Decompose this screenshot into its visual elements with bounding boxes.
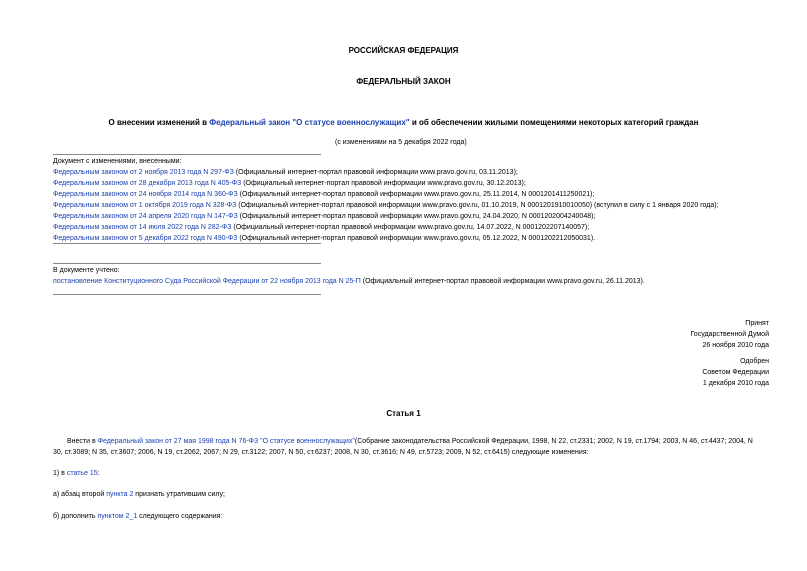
subclause-b-prefix: б) дополнить: [53, 513, 98, 520]
amendments-heading: Документ с изменениями, внесенными:: [53, 158, 182, 165]
law-title-prefix: О внесении изменений в: [108, 118, 210, 127]
approved-line: Советом Федерации: [702, 369, 769, 376]
amendment-item: [53, 180, 719, 191]
adopted-block: [690, 318, 769, 351]
clause-1-suffix: :: [97, 470, 100, 477]
amendment-item: [53, 213, 719, 224]
amendments-top-divider: [53, 154, 321, 155]
considered-item: [53, 278, 645, 289]
revision-note: (с изменениями на 5 декабря 2022 года): [335, 139, 467, 146]
country-heading: РОССИЙСКАЯ ФЕДЕРАЦИЯ: [348, 46, 459, 55]
law-title: [0, 118, 807, 127]
amendment-source: (Официальный интернет-портал правовой информации www.pravo.gov.ru, 01.10.2019, N 0001201910010050) (вступил в силу с 1 января 2020 года);: [236, 202, 719, 209]
subclause-b: [53, 513, 222, 520]
amendment-source: (Официальный интернет-портал правовой информации www.pravo.gov.ru, 25.11.2014, N 0001201411250021);: [237, 191, 595, 198]
amendment-link[interactable]: Федеральным законом от 2 ноября 2013 года N 297-ФЗ: [53, 169, 234, 176]
amendment-item: [53, 202, 719, 213]
subclause-a-suffix: признать утратившим силу;: [133, 491, 225, 498]
amendment-item: [53, 169, 719, 180]
clause-1: [53, 470, 100, 477]
amendment-link[interactable]: Федеральным законом от 5 декабря 2022 года N 490-ФЗ: [53, 235, 238, 242]
subclause-a-prefix: а) абзац второй: [53, 491, 107, 498]
amendment-item: [53, 235, 719, 246]
amendment-source: (Официальный интернет-портал правовой информации www.pravo.gov.ru, 24.04.2020, N 0001202004240048);: [237, 213, 596, 220]
amendment-link[interactable]: Федеральным законом от 24 ноября 2014 года N 360-ФЗ: [53, 191, 238, 198]
approved-line: 1 декабря 2010 года: [702, 380, 769, 387]
considered-source: (Официальный интернет-портал правовой информации www.pravo.gov.ru, 26.11.2013).: [360, 278, 645, 285]
amendment-source: (Официальный интернет-портал правовой информации www.pravo.gov.ru, 03.11.2013);: [233, 169, 518, 176]
intro-prefix: Внести в: [67, 438, 98, 445]
approved-block: [702, 356, 769, 389]
amendment-item: [53, 224, 719, 235]
adopted-line: Государственной Думой: [690, 331, 769, 338]
amendment-link[interactable]: Федеральным законом от 24 апреля 2020 года N 147-ФЗ: [53, 213, 238, 220]
point-2-link[interactable]: пункта 2: [106, 491, 134, 498]
amendment-source: (Официальный интернет-портал правовой информации www.pravo.gov.ru, 05.12.2022, N 0001202212050031).: [237, 235, 596, 242]
approved-line: Одобрен: [740, 358, 769, 365]
law-title-suffix: и об обеспечении жилыми помещениями некоторых категорий граждан: [409, 118, 699, 127]
considered-heading: В документе учтено:: [53, 267, 120, 274]
considered-block: [53, 267, 645, 289]
clause-1-prefix: 1) в: [53, 470, 67, 477]
amendment-source: (Официальный интернет-портал правовой информации www.pravo.gov.ru, 30.12.2013);: [241, 180, 526, 187]
subclause-a: [53, 491, 225, 498]
amendment-link[interactable]: Федеральным законом от 14 июля 2022 года N 282-ФЗ: [53, 224, 232, 231]
article-intro-line2: 30, ст.3089; N 35, ст.3607; 2006, N 19, ст.2062, 2067; N 29, ст.3122; 2007, N 50, ст.6237; 2008, N 30, ст.3616; N 49, ст.5723; 2009, N 52, ст.6415) следующие изменения:: [53, 449, 589, 456]
amendments-bottom-divider: [53, 243, 321, 244]
article-15-link[interactable]: статье 15: [66, 470, 98, 477]
amendment-link[interactable]: Федеральным законом от 1 октября 2019 года N 328-ФЗ: [53, 202, 237, 209]
considered-link[interactable]: постановление Конституционного Суда Российской Федерации от 22 ноября 2013 года N 25-П: [53, 278, 361, 285]
amended-law-link[interactable]: Федеральный закон от 27 мая 1998 года N 76-ФЗ "О статусе военнослужащих": [97, 438, 355, 445]
law-type-heading: ФЕДЕРАЛЬНЫЙ ЗАКОН: [356, 77, 451, 86]
amendment-source: (Официальный интернет-портал правовой информации www.pravo.gov.ru, 14.07.2022, N 0001202207140057);: [231, 224, 590, 231]
law-title-link[interactable]: Федеральный закон "О статусе военнослужащих": [209, 118, 410, 127]
considered-top-divider: [53, 263, 321, 264]
article-title: Статья 1: [386, 409, 421, 418]
adopted-line: 26 ноября 2010 года: [702, 342, 769, 349]
subclause-b-suffix: следующего содержания:: [137, 513, 223, 520]
adopted-line: Принят: [745, 320, 769, 327]
point-2-1-link[interactable]: пунктом 2_1: [97, 513, 138, 520]
intro-source: (Собрание законодательства Российской Федерации, 1998, N 22, ст.2331; 2002, N 19, ст.1794; 2003, N 46, ст.4437; 2004, N: [354, 438, 753, 445]
amendments-block: [53, 158, 719, 246]
article-intro-line1: [67, 438, 753, 445]
amendment-link[interactable]: Федеральным законом от 28 декабря 2013 года N 405-ФЗ: [53, 180, 242, 187]
amendment-item: [53, 191, 719, 202]
considered-bottom-divider: [53, 294, 321, 295]
